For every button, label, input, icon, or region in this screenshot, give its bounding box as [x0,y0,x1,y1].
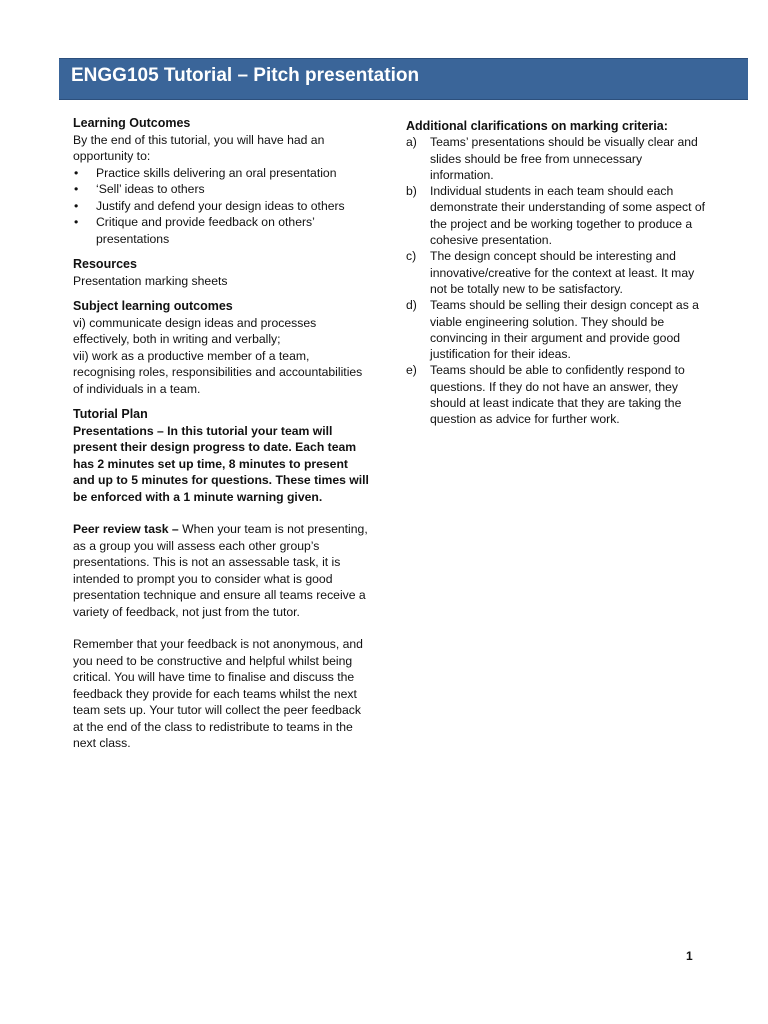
paragraph-gap [73,505,373,521]
peer-review-paragraph [73,521,373,620]
learning-outcomes-list [73,165,373,248]
tutorial-plan-section [73,406,373,752]
right-column [406,118,706,428]
peer-review-label: Peer review task – [73,522,179,536]
subject-outcomes-section [73,298,373,397]
bullet-icon: • [74,198,79,213]
presentations-text: In this tutorial your team will present their design progress to date. Each team has 2 minutes set up time, 8 minutes to present and up to 5 minutes for questions. These times will be enforced with a 1 minute warning given. [73,423,369,504]
list-item [73,214,373,247]
list-item-text: Teams’ presentations should be visually clear and slides should be free from unnecessary information. [430,135,698,182]
paragraph-gap [73,620,373,636]
resources-text: Presentation marking sheets [73,273,228,288]
bullet-icon: • [74,165,79,180]
list-item-text: Justify and defend your design ideas to others [96,198,345,213]
list-item [406,362,706,427]
list-item [406,134,706,183]
presentations-paragraph [73,423,373,506]
list-item-text: ‘Sell’ ideas to others [96,182,205,196]
left-column [73,115,373,761]
list-item [406,248,706,297]
list-item-text: Individual students in each team should each demonstrate their understanding of some aspect of the project and be working together to produce a cohesive presentation. [430,184,706,248]
presentations-label: Presentations – [73,423,164,438]
list-item-text: Teams should be able to confidently respond to questions. If they do not have an answer, they should at least indicate that they are taking the question as advice for further work. [430,363,685,427]
learning-outcomes-heading: Learning Outcomes [73,116,191,130]
list-marker: e) [406,363,417,378]
list-marker: d) [406,298,417,313]
list-item [73,198,373,215]
page-number: 1 [686,949,693,963]
list-item-text: Teams should be selling their design concept as a viable engineering solution. They should be convincing in their argument and provide good justification for their ideas. [430,298,699,362]
bullet-icon: • [74,215,79,229]
list-item-text: Critique and provide feedback on others’ presentations [96,215,315,246]
tutorial-plan-heading: Tutorial Plan [73,407,148,421]
clarifications-list [406,134,706,427]
list-marker: c) [406,249,417,264]
list-item-text: The design concept should be interesting and innovative/creative for the context at least. It may not be totally new to be satisfactory. [430,249,695,296]
list-item [73,165,373,182]
remember-paragraph: Remember that your feedback is not anonymous, and you need to be constructive and helpful whilst being critical. You will have time to finalise and discuss the feedback they provide for each teams whilst the next team sets up. Your tutor will collect the peer feedback at the end of the class to redistribute to teams in the next class. [73,637,363,750]
page-title: ENGG105 Tutorial – Pitch presentation [71,65,420,86]
subject-outcome-vi: vi) communicate design ideas and processes effectively, both in writing and verbally; [73,315,317,346]
list-item [406,297,706,362]
resources-section [73,256,373,289]
resources-heading: Resources [73,257,137,271]
list-item-text: Practice skills delivering an oral presentation [96,165,337,180]
learning-outcomes-intro: By the end of this tutorial, you will have had an opportunity to: [73,132,325,163]
list-item [73,181,373,198]
title-banner [59,58,748,100]
subject-outcomes-heading: Subject learning outcomes [73,299,233,313]
list-marker: a) [406,135,417,150]
list-item [406,183,706,248]
learning-outcomes-section [73,115,373,247]
peer-review-text: When your team is not presenting, as a group you will assess each other group’s presentations. This is not an assessable task, it is intended to prompt you to consider what is good presentation technique and ensure all teams receive a variety of feedback, not just from the tutor. [73,522,368,619]
clarifications-heading: Additional clarifications on marking criteria: [406,119,668,133]
bullet-icon: • [74,182,79,196]
list-marker: b) [406,184,417,199]
subject-outcome-vii: vii) work as a productive member of a team, recognising roles, responsibilities and accountabilities of individuals in a team. [73,348,363,396]
